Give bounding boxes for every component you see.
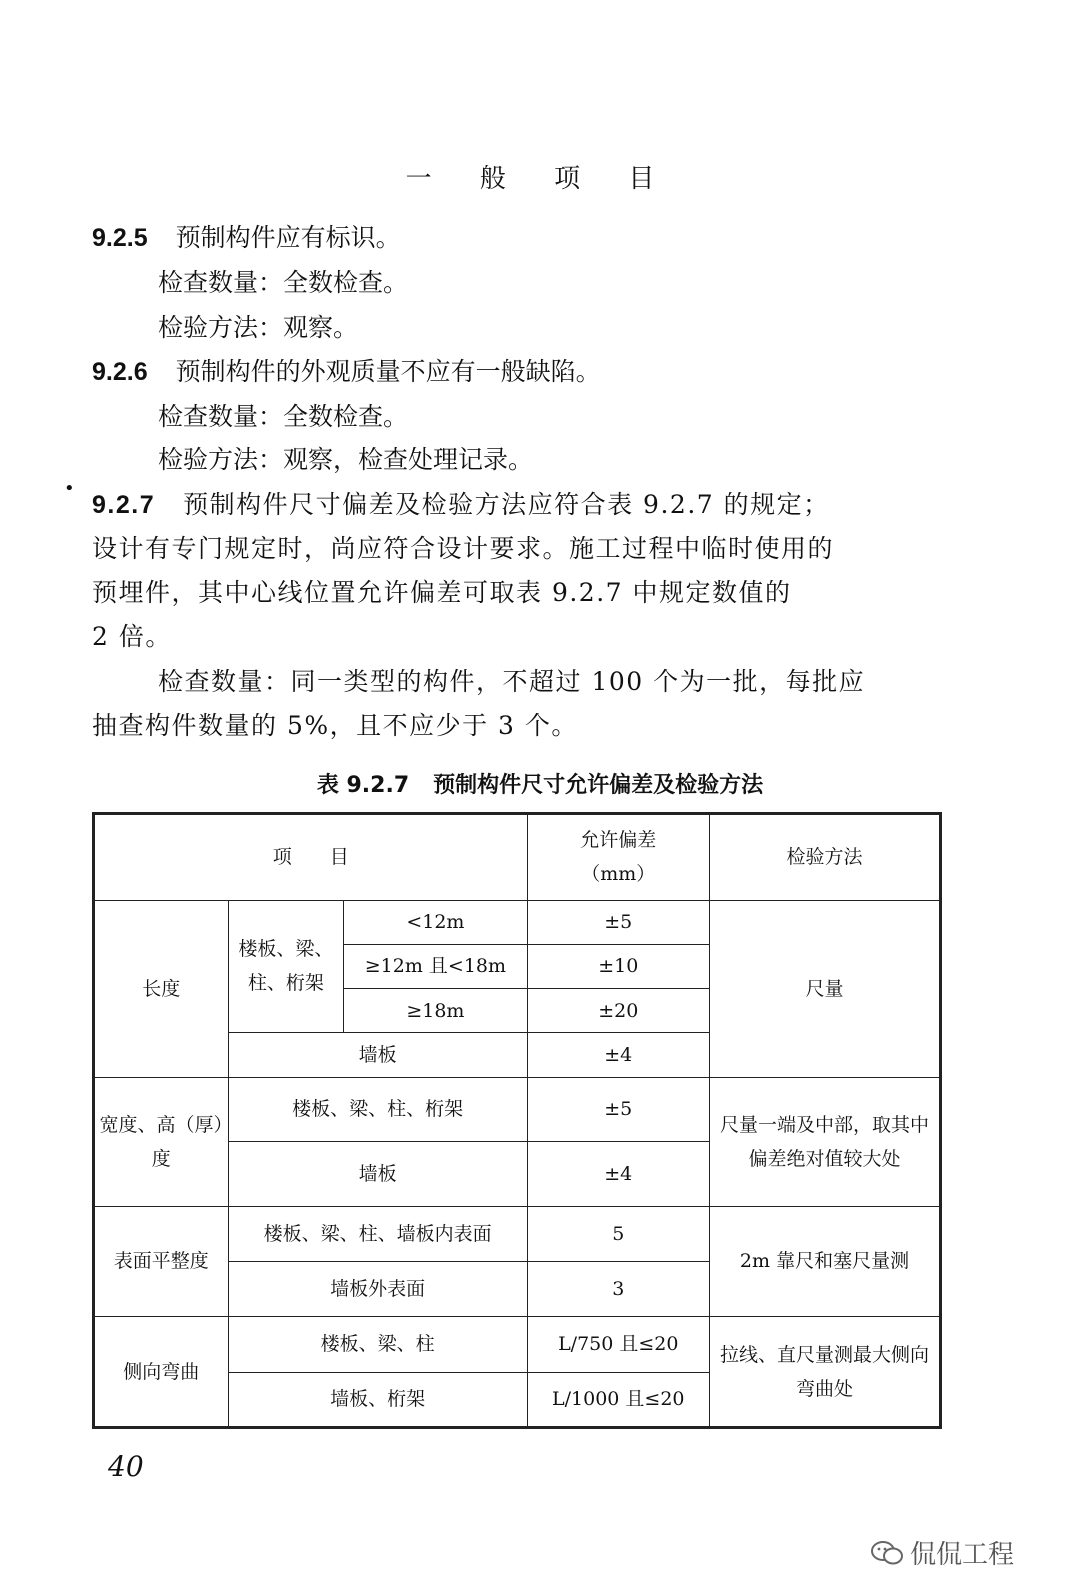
table-title: 预制构件尺寸允许偏差及检验方法 (433, 773, 764, 798)
tolerance-value: 5 (527, 1206, 709, 1261)
clause-text: 预制构件应有标识。 (175, 223, 401, 252)
header-tolerance-label: 允许偏差 (580, 829, 657, 852)
section-heading: 一 般 项 目 (405, 164, 675, 194)
clause-line: 设计有专门规定时，尚应符合设计要求。施工过程中临时使用的 (92, 534, 835, 563)
check-quantity: 检查数量：全数检查。 (158, 402, 409, 431)
table-caption (0, 768, 1080, 799)
inspection-method: 检验方法：观察，检查处理记录。 (158, 445, 534, 474)
flatness-label: 表面平整度 (94, 1206, 229, 1317)
check-quantity: 检查数量：全数检查。 (158, 268, 409, 297)
flatness-item: 楼板、梁、柱、墙板内表面 (228, 1206, 527, 1261)
table-header-row (94, 814, 941, 901)
tolerance-value: 3 (527, 1261, 709, 1316)
clause-line: 2 倍。 (92, 622, 172, 651)
clause-line: 预埋件，其中心线位置允许偏差可取表 9.2.7 中规定数值的 (92, 578, 792, 607)
chat-bubbles-icon (870, 1539, 904, 1567)
table-number: 表 9.2.7 (316, 773, 410, 798)
clause-number: 9.2.5 (92, 224, 148, 252)
tolerance-value: ±4 (527, 1033, 709, 1077)
header-item: 项 目 (94, 814, 528, 901)
header-method: 检验方法 (710, 814, 941, 901)
length-method: 尺量 (710, 900, 941, 1077)
length-wall-label: 墙板 (228, 1033, 527, 1077)
watermark-text: 侃侃工程 (910, 1540, 1015, 1570)
tolerance-value: ±5 (527, 1077, 709, 1141)
clause-9-2-6 (92, 350, 952, 394)
inspection-method: 检验方法：观察。 (158, 313, 359, 342)
clause-number: 9.2.6 (92, 358, 148, 386)
tolerance-value: ±20 (527, 989, 709, 1033)
tolerance-table (92, 812, 942, 1429)
length-range: ≥18m (344, 989, 527, 1033)
page-number: 40 (108, 1450, 144, 1483)
table-row (94, 1206, 941, 1261)
tolerance-value: ±10 (527, 944, 709, 988)
clause-9-2-7 (92, 483, 952, 659)
width-method: 尺量一端及中部，取其中偏差绝对值较大处 (710, 1077, 941, 1206)
clause-line: 预制构件尺寸偏差及检验方法应符合表 9.2.7 的规定； (183, 490, 830, 519)
header-tolerance-unit: （mm） (581, 863, 656, 886)
quantity-line: 抽查构件数量的 5%，且不应少于 3 个。 (92, 711, 578, 740)
length-range: <12m (344, 900, 527, 944)
watermark (870, 1534, 1014, 1571)
quantity-line: 检查数量：同一类型的构件，不超过 100 个为一批，每批应 (158, 667, 866, 696)
width-label: 宽度、高（厚）度 (94, 1077, 229, 1206)
width-item: 楼板、梁、柱、桁架 (228, 1077, 527, 1141)
width-item: 墙板 (228, 1142, 527, 1206)
clause-9-2-5 (92, 216, 952, 260)
clause-number: 9.2.7 (92, 491, 156, 519)
tolerance-value: L/1000 且≤20 (527, 1372, 709, 1427)
length-label: 长度 (94, 900, 229, 1077)
table-row (94, 900, 941, 944)
flatness-item: 墙板外表面 (228, 1261, 527, 1316)
bending-label: 侧向弯曲 (94, 1317, 229, 1428)
clause-text: 预制构件的外观质量不应有一般缺陷。 (175, 357, 601, 386)
tolerance-value: L/750 且≤20 (527, 1317, 709, 1372)
clause-9-2-7-quantity (92, 660, 952, 748)
bending-method: 拉线、直尺量测最大侧向弯曲处 (710, 1317, 941, 1428)
header-tolerance (527, 814, 709, 901)
bending-item: 楼板、梁、柱 (228, 1317, 527, 1372)
tolerance-value: ±4 (527, 1142, 709, 1206)
length-range: ≥12m 且<18m (344, 944, 527, 988)
stray-dot: • (64, 478, 75, 499)
length-sub-label: 楼板、梁、柱、桁架 (228, 900, 344, 1033)
table-row (94, 1317, 941, 1372)
bending-item: 墙板、桁架 (228, 1372, 527, 1427)
flatness-method: 2m 靠尺和塞尺量测 (710, 1206, 941, 1317)
tolerance-value: ±5 (527, 900, 709, 944)
table-row (94, 1077, 941, 1141)
